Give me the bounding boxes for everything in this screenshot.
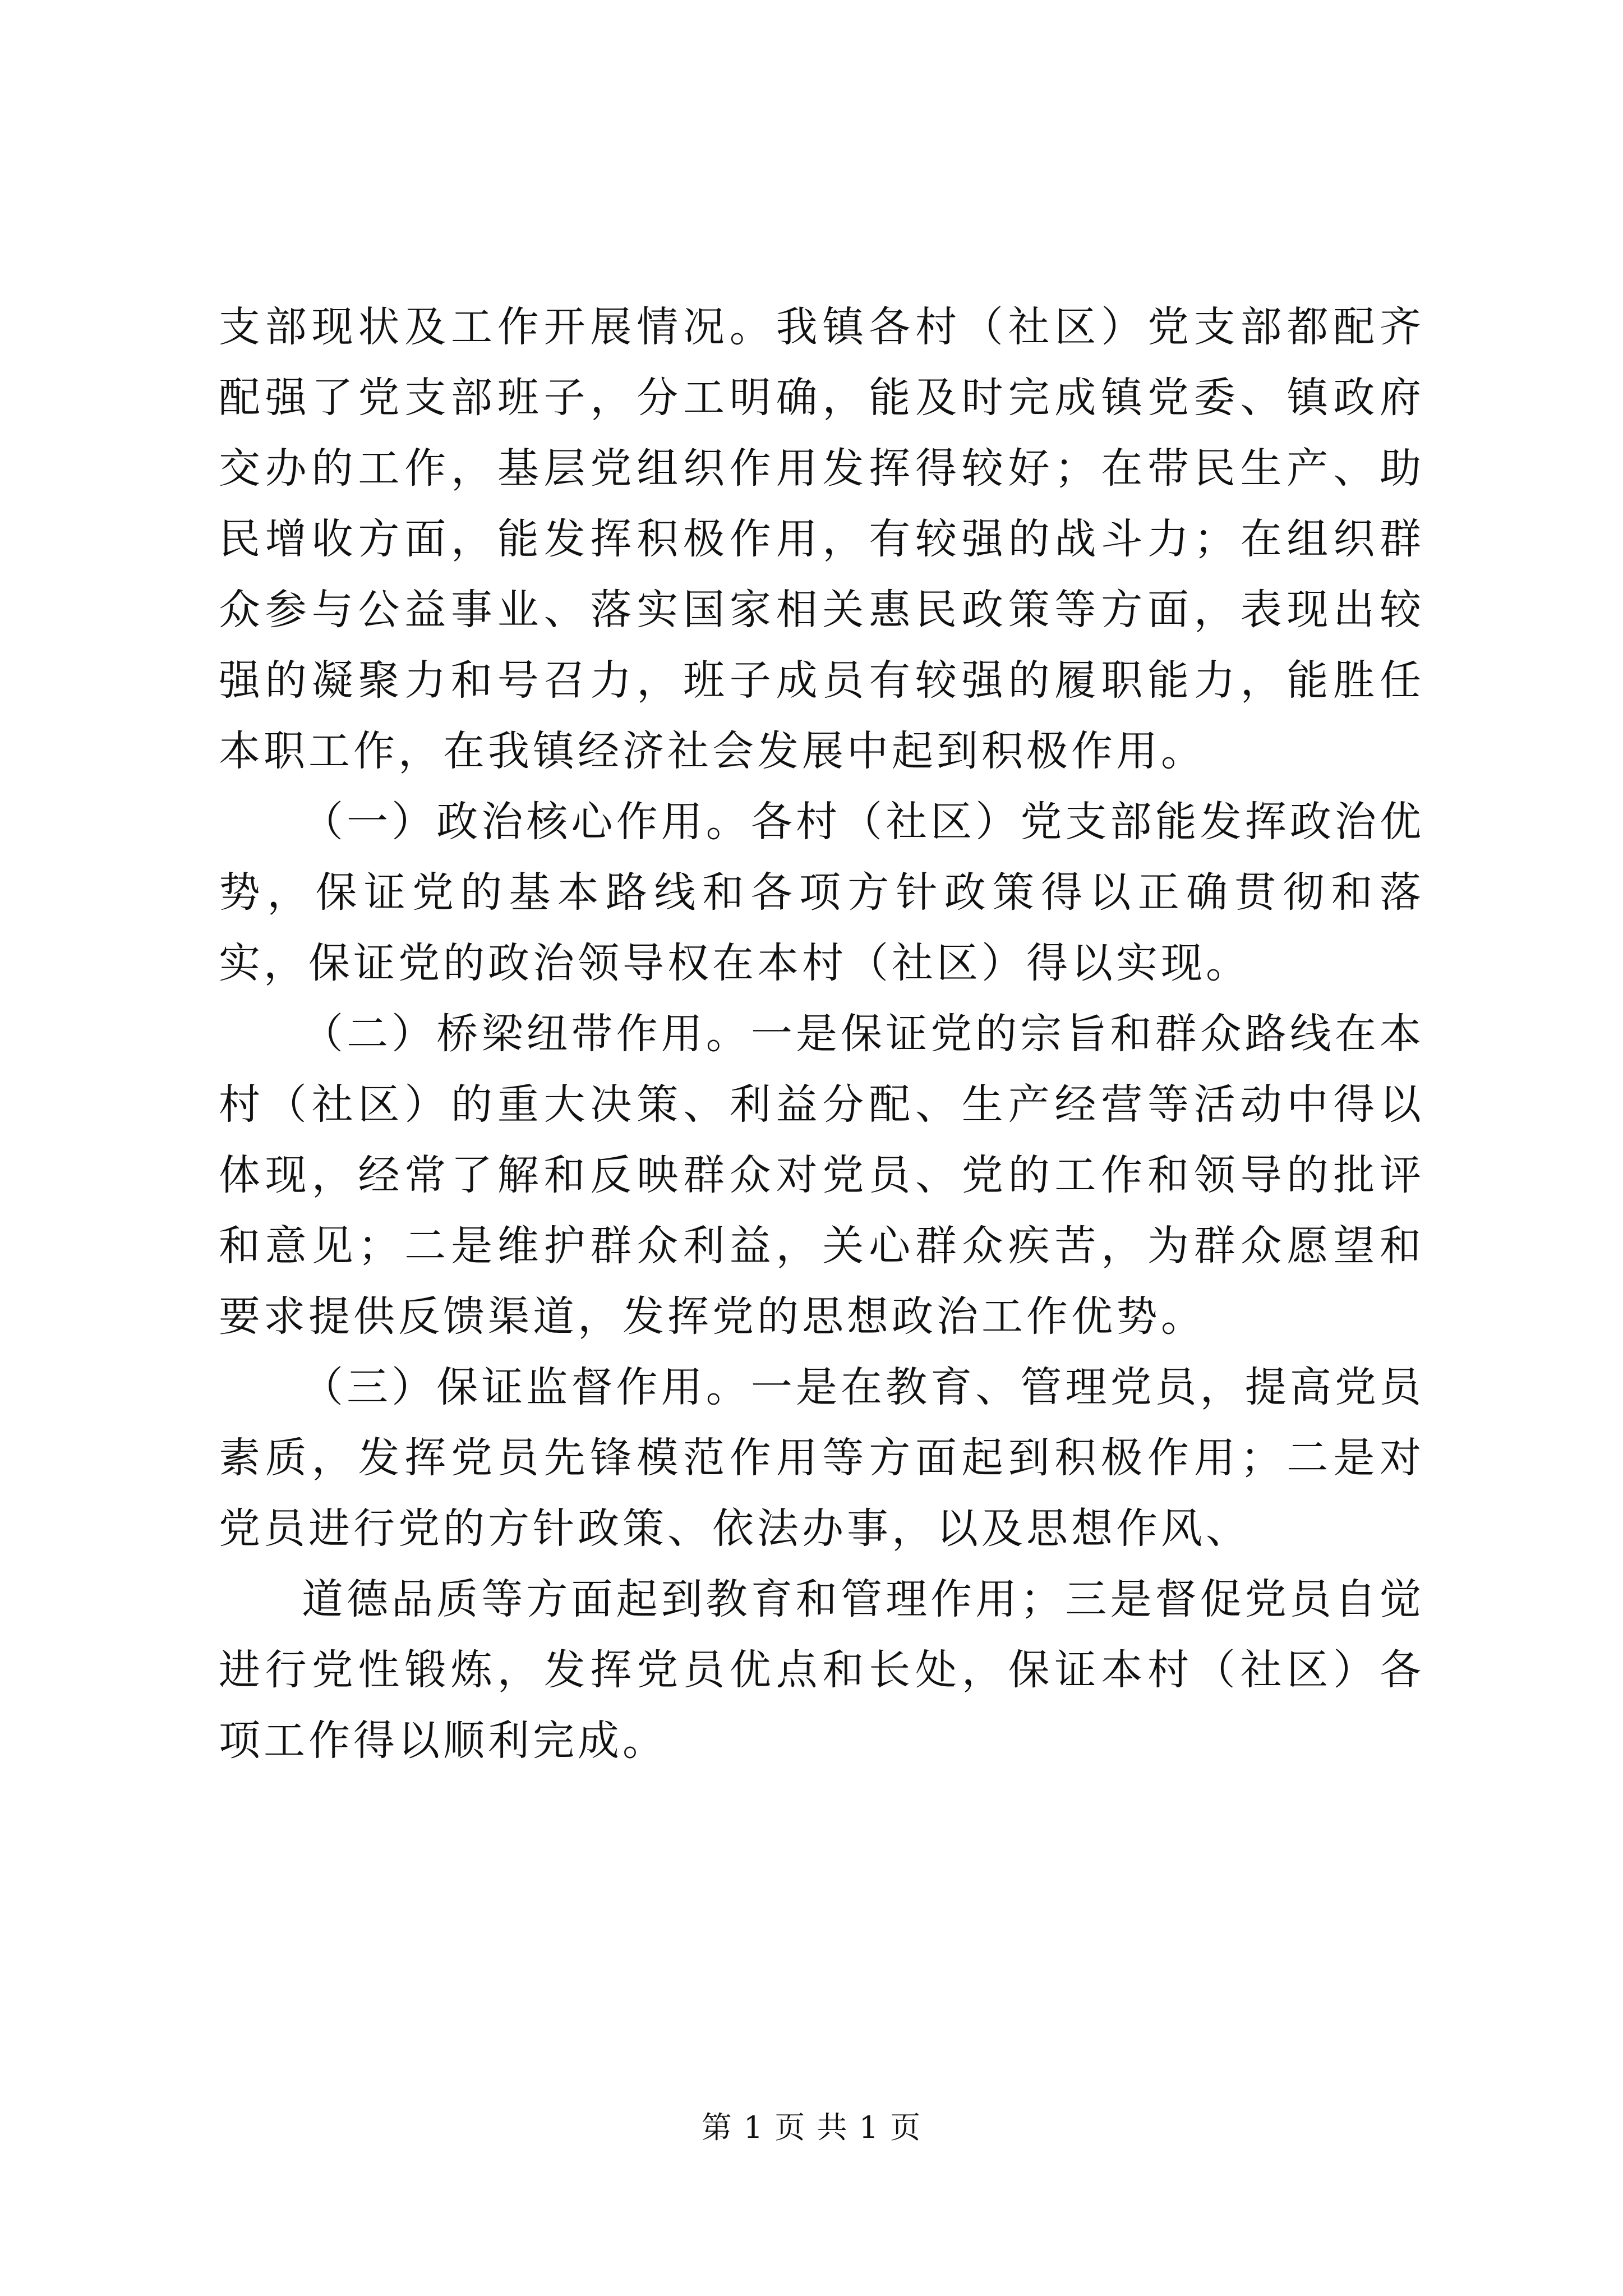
document-body — [219, 292, 1424, 1776]
page-number-footer: 第 1 页 共 1 页 — [701, 2110, 922, 2145]
paragraph-supervision-continued: 道德品质等方面起到教育和管理作用；三是督促党员自觉进行党性锻炼，发挥党员优点和长处，保证本村（社区）各项工作得以顺利完成。 — [219, 1575, 1424, 1765]
paragraph-political-core: （一）政治核心作用。各村（社区）党支部能发挥政治优势，保证党的基本路线和各项方针政策得以正确贯彻和落实，保证党的政治领导权在本村（社区）得以实现。 — [219, 798, 1424, 987]
paragraph-branch-status: 支部现状及工作开展情况。我镇各村（社区）党支部都配齐配强了党支部班子，分工明确，能及时完成镇党委、镇政府交办的工作，基层党组织作用发挥得较好；在带民生产、助民增收方面，能发挥积极作用，有较强的战斗力；在组织群众参与公益事业、落实国家相关惠民政策等方面，表现出较强的凝聚力和号召力，班子成员有较强的履职能力，能胜任本职工作，在我镇经济社会发展中起到积极作用。 — [219, 303, 1424, 775]
paragraph-supervision-role: （三）保证监督作用。一是在教育、管理党员，提高党员素质，发挥党员先锋模范作用等方面起到积极作用；二是对党员进行党的方针政策、依法办事，以及思想作风、 — [219, 1363, 1424, 1553]
paragraph-bridge-role: （二）桥梁纽带作用。一是保证党的宗旨和群众路线在本村（社区）的重大决策、利益分配、生产经营等活动中得以体现，经常了解和反映群众对党员、党的工作和领导的批评和意见；二是维护群众利益，关心群众疾苦，为群众愿望和要求提供反馈渠道，发挥党的思想政治工作优势。 — [219, 1010, 1424, 1341]
